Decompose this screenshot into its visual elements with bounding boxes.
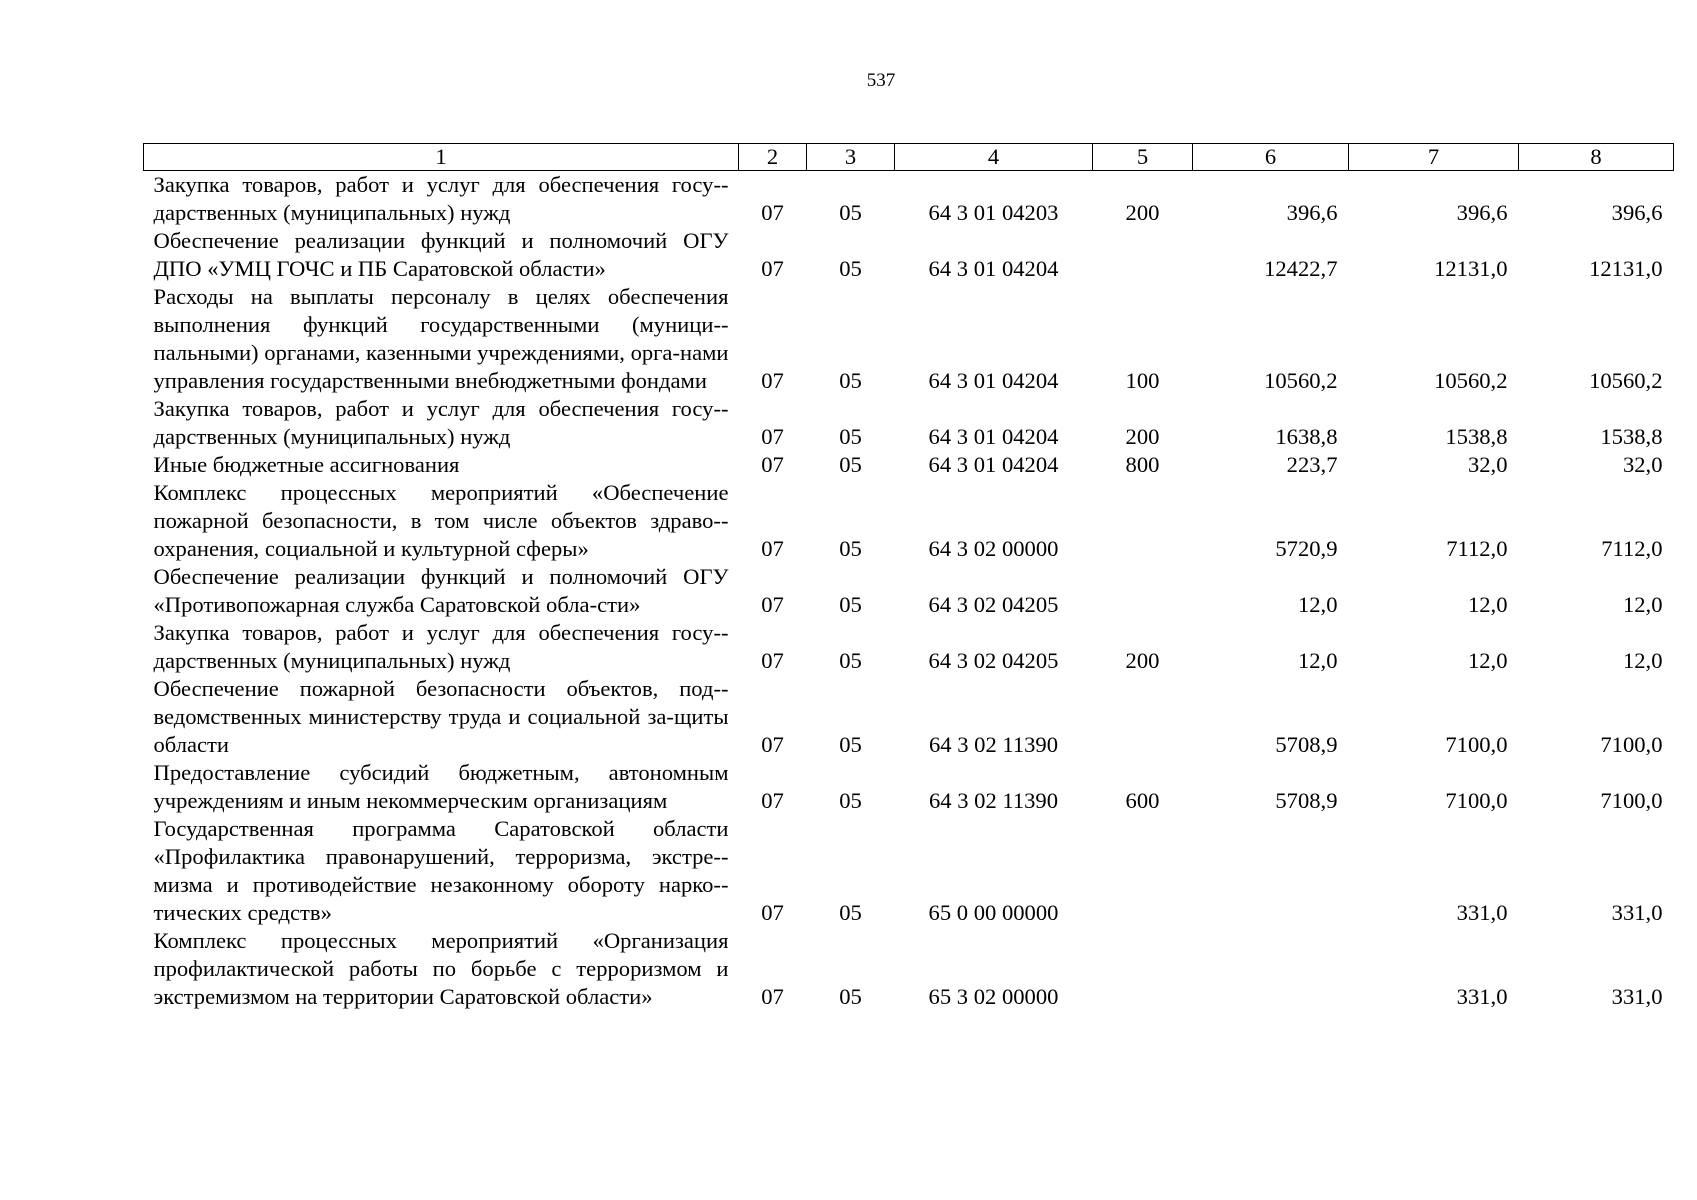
amount-col-6: 12422,7 [1264,256,1338,281]
section-code: 07 [761,452,784,477]
subsection-code: 05 [839,648,862,673]
amount-col-8: 32,0 [1622,452,1663,477]
table-row [144,927,1674,1011]
column-header: 1 [144,144,739,171]
target-article-code: 65 0 00 00000 [928,900,1059,925]
target-article-code: 64 3 02 11390 [928,732,1059,757]
table-header-row [144,144,1674,171]
expense-type-code: 600 [1125,788,1160,813]
amount-col-7: 7112,0 [1446,536,1508,561]
target-article-code: 64 3 01 04203 [928,200,1059,225]
target-article-code: 65 3 02 00000 [928,984,1059,1009]
amount-col-7: 331,0 [1456,900,1508,925]
row-description: Иные бюджетные ассигнования [153,452,460,477]
section-code: 07 [761,732,784,757]
amount-col-8: 12131,0 [1589,256,1663,281]
column-header: 2 [739,144,807,171]
row-description: Комплекс процессных мероприятий «Обеспечение пожарной безопасности, в том числе объектов здраво-охранения, социальной и культурной сферы» [153,480,729,561]
row-description: Комплекс процессных мероприятий «Организация профилактической работы по борьбе с терроризмом и экстремизмом на территории Саратовской области» [153,928,729,1009]
amount-col-7: 12,0 [1467,592,1508,617]
row-description: Закупка товаров, работ и услуг для обеспечения госу-дарственных (муниципальных) нужд [153,396,729,449]
expense-type-code [1093,927,1193,1011]
amount-col-6: 10560,2 [1264,368,1338,393]
amount-col-6: 12,0 [1297,592,1338,617]
amount-col-6: 5708,9 [1275,788,1338,813]
budget-table [143,143,1674,1011]
section-code: 07 [761,256,784,281]
table-row [144,675,1674,759]
subsection-code: 05 [839,592,862,617]
table-row [144,479,1674,563]
table-row [144,227,1674,283]
subsection-code: 05 [839,900,862,925]
table-body [144,171,1674,1012]
target-article-code: 64 3 02 11390 [928,788,1059,813]
row-description: Закупка товаров, работ и услуг для обеспечения госу-дарственных (муниципальных) нужд [153,620,729,673]
column-header: 7 [1349,144,1519,171]
subsection-code: 05 [839,732,862,757]
page-number: 537 [866,70,896,91]
amount-col-8: 7100,0 [1600,788,1663,813]
section-code: 07 [761,200,784,225]
row-description: Обеспечение пожарной безопасности объектов, под-ведомственных министерству труда и социальной за-щиты области [153,676,729,757]
expense-type-code: 200 [1125,200,1160,225]
expense-type-code [1093,815,1193,927]
amount-col-8: 7100,0 [1600,732,1663,757]
amount-col-7: 12131,0 [1434,256,1508,281]
table-row [144,395,1674,451]
column-header: 8 [1519,144,1674,171]
amount-col-6: 396,6 [1286,200,1338,225]
amount-col-7: 7100,0 [1445,732,1508,757]
row-description: Обеспечение реализации функций и полномочий ОГУ «Противопожарная служба Саратовской обла-сти» [153,564,729,617]
table-row [144,815,1674,927]
amount-col-8: 396,6 [1611,200,1663,225]
target-article-code: 64 3 02 00000 [928,536,1059,561]
column-header: 5 [1093,144,1193,171]
expense-type-code: 200 [1125,648,1160,673]
section-code: 07 [761,788,784,813]
section-code: 07 [761,424,784,449]
target-article-code: 64 3 01 04204 [928,368,1059,393]
table-row [144,451,1674,479]
row-description: Обеспечение реализации функций и полномочий ОГУ ДПО «УМЦ ГОЧС и ПБ Саратовской области» [153,228,729,281]
amount-col-7: 396,6 [1456,200,1508,225]
table-row [144,759,1674,815]
subsection-code: 05 [839,368,862,393]
amount-col-8: 331,0 [1611,984,1663,1009]
subsection-code: 05 [839,984,862,1009]
amount-col-7: 10560,2 [1434,368,1508,393]
subsection-code: 05 [839,424,862,449]
amount-col-8: 7112,0 [1601,536,1663,561]
row-description: Закупка товаров, работ и услуг для обеспечения госу-дарственных (муниципальных) нужд [153,172,729,225]
amount-col-6: 1638,8 [1275,424,1338,449]
section-code: 07 [761,900,784,925]
target-article-code: 64 3 01 04204 [928,424,1059,449]
amount-col-6: 12,0 [1297,648,1338,673]
section-code: 07 [761,368,784,393]
amount-col-8: 331,0 [1611,900,1663,925]
table-row [144,283,1674,395]
amount-col-7: 331,0 [1456,984,1508,1009]
table-row [144,171,1674,228]
amount-col-6 [1193,927,1349,1011]
subsection-code: 05 [839,788,862,813]
amount-col-6: 5708,9 [1275,732,1338,757]
target-article-code: 64 3 01 04204 [928,452,1059,477]
target-article-code: 64 3 02 04205 [928,648,1059,673]
subsection-code: 05 [839,256,862,281]
amount-col-6 [1193,815,1349,927]
column-header: 4 [895,144,1093,171]
amount-col-8: 12,0 [1622,592,1663,617]
table-row [144,619,1674,675]
expense-type-code [1093,675,1193,759]
section-code: 07 [761,536,784,561]
amount-col-7: 12,0 [1467,648,1508,673]
expense-type-code [1093,563,1193,619]
amount-col-7: 32,0 [1467,452,1508,477]
expense-type-code [1093,479,1193,563]
amount-col-7: 1538,8 [1445,424,1508,449]
amount-col-8: 10560,2 [1589,368,1663,393]
section-code: 07 [761,592,784,617]
amount-col-6: 223,7 [1286,452,1338,477]
column-header: 3 [807,144,895,171]
row-description: Расходы на выплаты персоналу в целях обеспечения выполнения функций государственными (муници-пальными) органами, казенными учреждениями, орга-нами управления государственными внебюджетными фондами [153,284,729,393]
target-article-code: 64 3 01 04204 [928,256,1059,281]
subsection-code: 05 [839,452,862,477]
subsection-code: 05 [839,536,862,561]
amount-col-8: 12,0 [1622,648,1663,673]
row-description: Государственная программа Саратовской области «Профилактика правонарушений, терроризма, экстре-мизма и противодействие незаконному обороту нарко-тических средств» [153,816,729,925]
section-code: 07 [761,984,784,1009]
expense-type-code: 200 [1125,424,1160,449]
column-header: 6 [1193,144,1349,171]
expense-type-code: 800 [1125,452,1160,477]
section-code: 07 [761,648,784,673]
target-article-code: 64 3 02 04205 [928,592,1059,617]
amount-col-6: 5720,9 [1275,536,1338,561]
table-row [144,563,1674,619]
expense-type-code: 100 [1125,368,1160,393]
amount-col-7: 7100,0 [1445,788,1508,813]
subsection-code: 05 [839,200,862,225]
expense-type-code [1093,227,1193,283]
row-description: Предоставление субсидий бюджетным, автономным учреждениям и иным некоммерческим организациям [153,760,729,813]
amount-col-8: 1538,8 [1600,424,1663,449]
